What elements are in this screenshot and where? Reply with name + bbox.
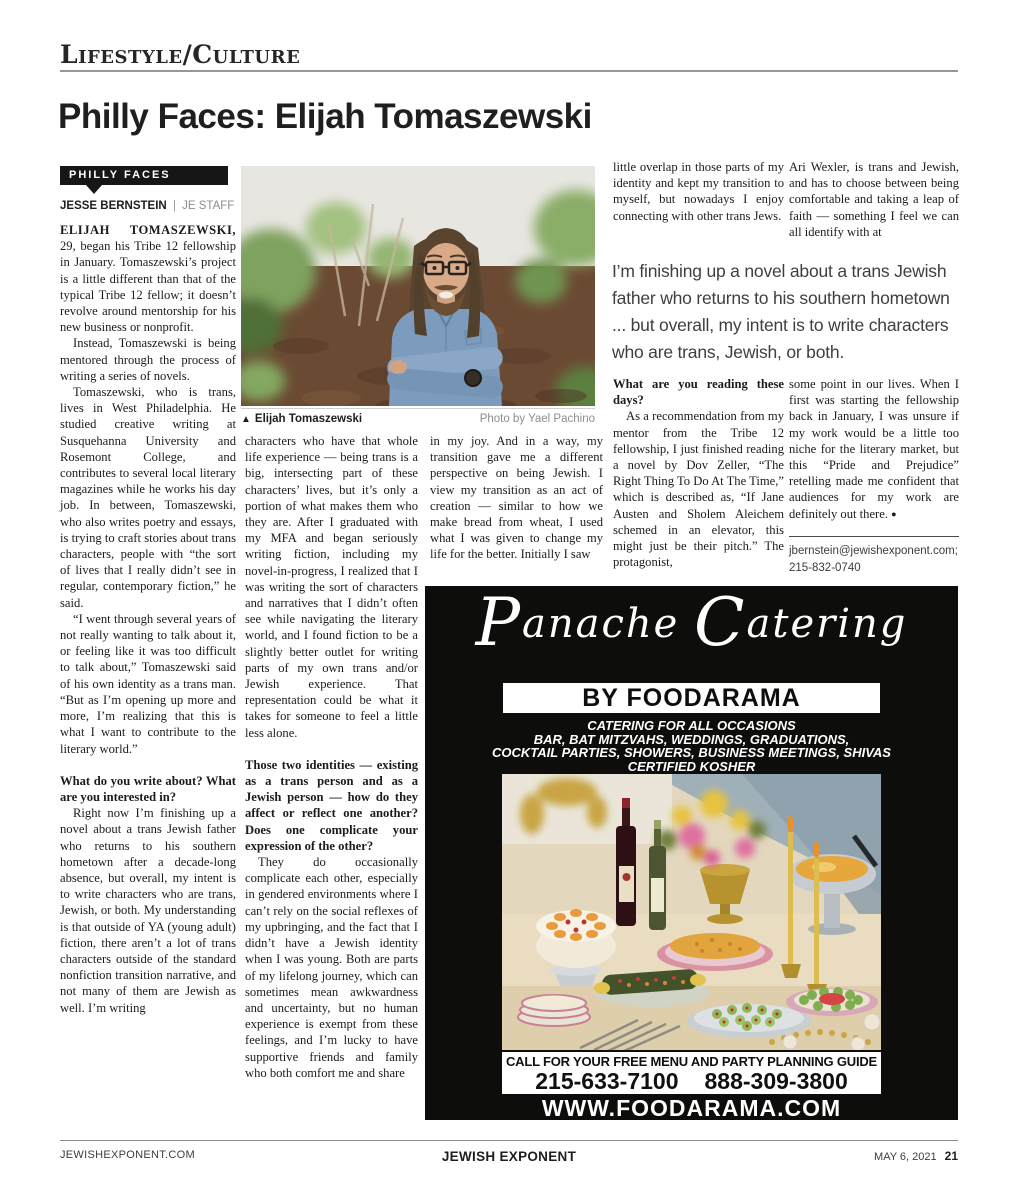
- byline-author: JESSE BERNSTEIN: [60, 200, 167, 212]
- byline-role: JE STAFF: [182, 200, 235, 212]
- buffet-illustration: [502, 774, 881, 1050]
- footer-page-number: 21: [944, 1149, 958, 1163]
- contact-phone: 215-832-0740: [789, 561, 861, 574]
- ad-subbrand: BY FOODARAMA: [503, 683, 880, 713]
- question-heading: What are you reading these days?: [613, 377, 784, 408]
- ad-phone-2: 888-309-3800: [704, 1068, 848, 1094]
- ad-service-line: CATERING FOR ALL OCCASIONS: [587, 718, 796, 733]
- question-heading: What do you write about? What are you interested in?: [60, 773, 236, 804]
- paragraph: in my joy. And in a way, my transition gave me a different perspective on being Jewish. I view my transition as an act of creation — similar to how we make bread from wheat, I used what I was given to change my life for the better. Initially I saw: [430, 434, 603, 562]
- ad-service-line: BAR, BAT MITZVAHS, WEDDINGS, GRADUATIONS,: [533, 731, 850, 747]
- paragraph: They do occasionally complicate each other, especially in gendered environments where I can’t rely on the social reflexes of my upbringing, and the fact that I didn’t have a Jewish identity when I was young. Both are parts of my lifelong journey, which can sometimes mean awkwardness and uncertainty, but no human experience is exempt from these feelings, and I’m lucky to have supportive friends and family who both comfort me and share: [245, 855, 418, 1080]
- paragraph: Instead, Tomaszewski is being mentored through the process of writing a series of novels.: [60, 336, 236, 383]
- article-column-5-top: [789, 159, 959, 240]
- caption-text: Elijah Tomaszewski: [254, 413, 363, 425]
- photo-caption: [241, 408, 595, 425]
- byline: [60, 200, 234, 212]
- ad-service-line: CERTIFIED KOSHER: [627, 758, 756, 774]
- plate-stack: [518, 995, 590, 1026]
- footer-date: MAY 6, 2021: [874, 1151, 937, 1163]
- article-column-5-bottom: [789, 376, 959, 577]
- footer-masthead: JEWISH EXPONENT: [441, 1149, 577, 1164]
- end-of-article-mark: ●: [891, 508, 897, 519]
- contact-email: jbernstein@jewishexponent.com;: [789, 544, 958, 557]
- article-column-4-bottom: [613, 376, 784, 570]
- ad-call-line: CALL FOR YOUR FREE MENU AND PARTY PLANNING GUIDE: [505, 1054, 878, 1069]
- photo-credit: Photo by Yael Pachino: [479, 413, 595, 425]
- page-title: Philly Faces: Elijah Tomaszewski: [58, 97, 592, 136]
- ad-services-list: [425, 719, 958, 773]
- article-column-4-top: [613, 159, 784, 224]
- article-column-3: [430, 433, 603, 563]
- ad-website: WWW.FOODARAMA.COM: [541, 1095, 842, 1120]
- paragraph: Tomaszewski, who is trans, lives in West Philadelphia. He studied creative writing at Susquehanna University and Rosemont College, and contributes to several local literary magazines while he works his day job. In between, Tomaszewski, who also writes poetry and essays, is trying to craft stories about trans characters, people with “the sort of lives that I really didn’t see in regular, contemporary fiction,” he said.: [60, 385, 236, 610]
- ad-food-photo: [502, 774, 881, 1050]
- byline-separator: |: [172, 200, 176, 212]
- ad-brand-script: Panache Catering: [475, 586, 908, 661]
- paragraph: some point in our lives. When I first was starting the fellowship back in January, I was unsure if my work would be a little too niche for the literary market, but this “Pride and Prejudice” retelling made me confident that audiences for my work are definitely out there. ●: [789, 377, 959, 521]
- paragraph: “I went through several years of not really wanting to talk about it, or feeling like it was too difficult to talk about,” Tomaszewski said of his own identity as a trans man. “But as I’m opening up more and more, I’m realizing that this is what I want to contribute to the literary world.”: [60, 611, 236, 756]
- ad-phone-1: 215-633-7100: [535, 1068, 679, 1094]
- caption-arrow-icon: ▲: [241, 414, 251, 425]
- ad-call-box: [502, 1052, 881, 1094]
- ad-phone-numbers: [502, 1069, 881, 1093]
- ad-service-line: COCKTAIL PARTIES, SHOWERS, BUSINESS MEETINGS, SHIVAS: [492, 745, 891, 760]
- paragraph: As a recommendation from my mentor from the Tribe 12 fellowship, I just finished reading a novel by Dov Zeller, “The Right Thing To Do At The Time,” which is described as, “If Jane Austen and Sholem Aleichem schemed in an elevator, this might just be their pitch.” The protagonist,: [613, 409, 784, 570]
- section-label: Lifestyle/Culture: [60, 40, 301, 69]
- portrait-photo-illustration: [241, 166, 595, 406]
- footer-rule: [60, 1140, 958, 1141]
- paragraph: Ari Wexler, is trans and Jewish, and has to choose between being comfortable and taking a leap of faith — something I feel we can all identify with at: [789, 160, 959, 239]
- footer-site: JEWISHEXPONENT.COM: [60, 1149, 195, 1161]
- kicker-tag: PHILLY FACES: [60, 166, 228, 185]
- lead-in: ELIJAH TOMASZEWSKI,: [60, 223, 236, 237]
- paragraph: characters who have that whole life experience — being trans is a big, intersecting part of these characters’ lives, but it’s only a portion of what makes them who they are. After I graduated with my MFA and began seriously writing fiction, including my novel-in-progress, I realized that I was writing the sort of characters and narratives that I didn’t often see while navigating the literary world, and I found fiction to be a slightly better outlet for writing parts of my own trans and/or Jewish experience. That representation could be what it takes for someone to feel a little less alone.: [245, 434, 418, 740]
- pull-quote: I’m finishing up a novel about a trans Jewish father who returns to his southern hometown ... but overall, my intent is to write characters who are trans, Jewish, or both.: [612, 261, 950, 362]
- article-column-1: [60, 222, 236, 1016]
- kicker-pointer-icon: [86, 185, 102, 194]
- panache-catering-ad: [425, 586, 958, 1120]
- paragraph: little overlap in those parts of my identity and kept my transition to myself, but nowadays I enjoy connecting with other trans Jews.: [613, 160, 784, 223]
- author-contact: [789, 536, 959, 577]
- header-rule: [60, 70, 958, 72]
- paragraph: Right now I’m finishing up a novel about a trans Jewish father who returns to his southern hometown after a decade-long absence, but overall, my intent is to write characters who are trans, Jewish, or both. My understanding is that outside of YA (young adult) fiction, there aren’t a lot of trans characters outside of the standard nonfiction transition narrative, and not many of them are Jewish as well. I’m writing: [60, 806, 236, 1015]
- article-column-2: [245, 433, 418, 1081]
- paragraph: ELIJAH TOMASZEWSKI, 29, began his Tribe 12 fellowship in January. Tomaszewski’s project is a little different than that of the typical Tribe 12 fellow; it doesn’t revolve around mentorship for his new business or nonprofit.: [60, 223, 236, 335]
- article-photo: [241, 166, 595, 406]
- question-heading: Those two identities — existing as a trans person and as a Jewish person — how do they affect or reflect one another? Does one complicate your expression of the other?: [245, 757, 418, 853]
